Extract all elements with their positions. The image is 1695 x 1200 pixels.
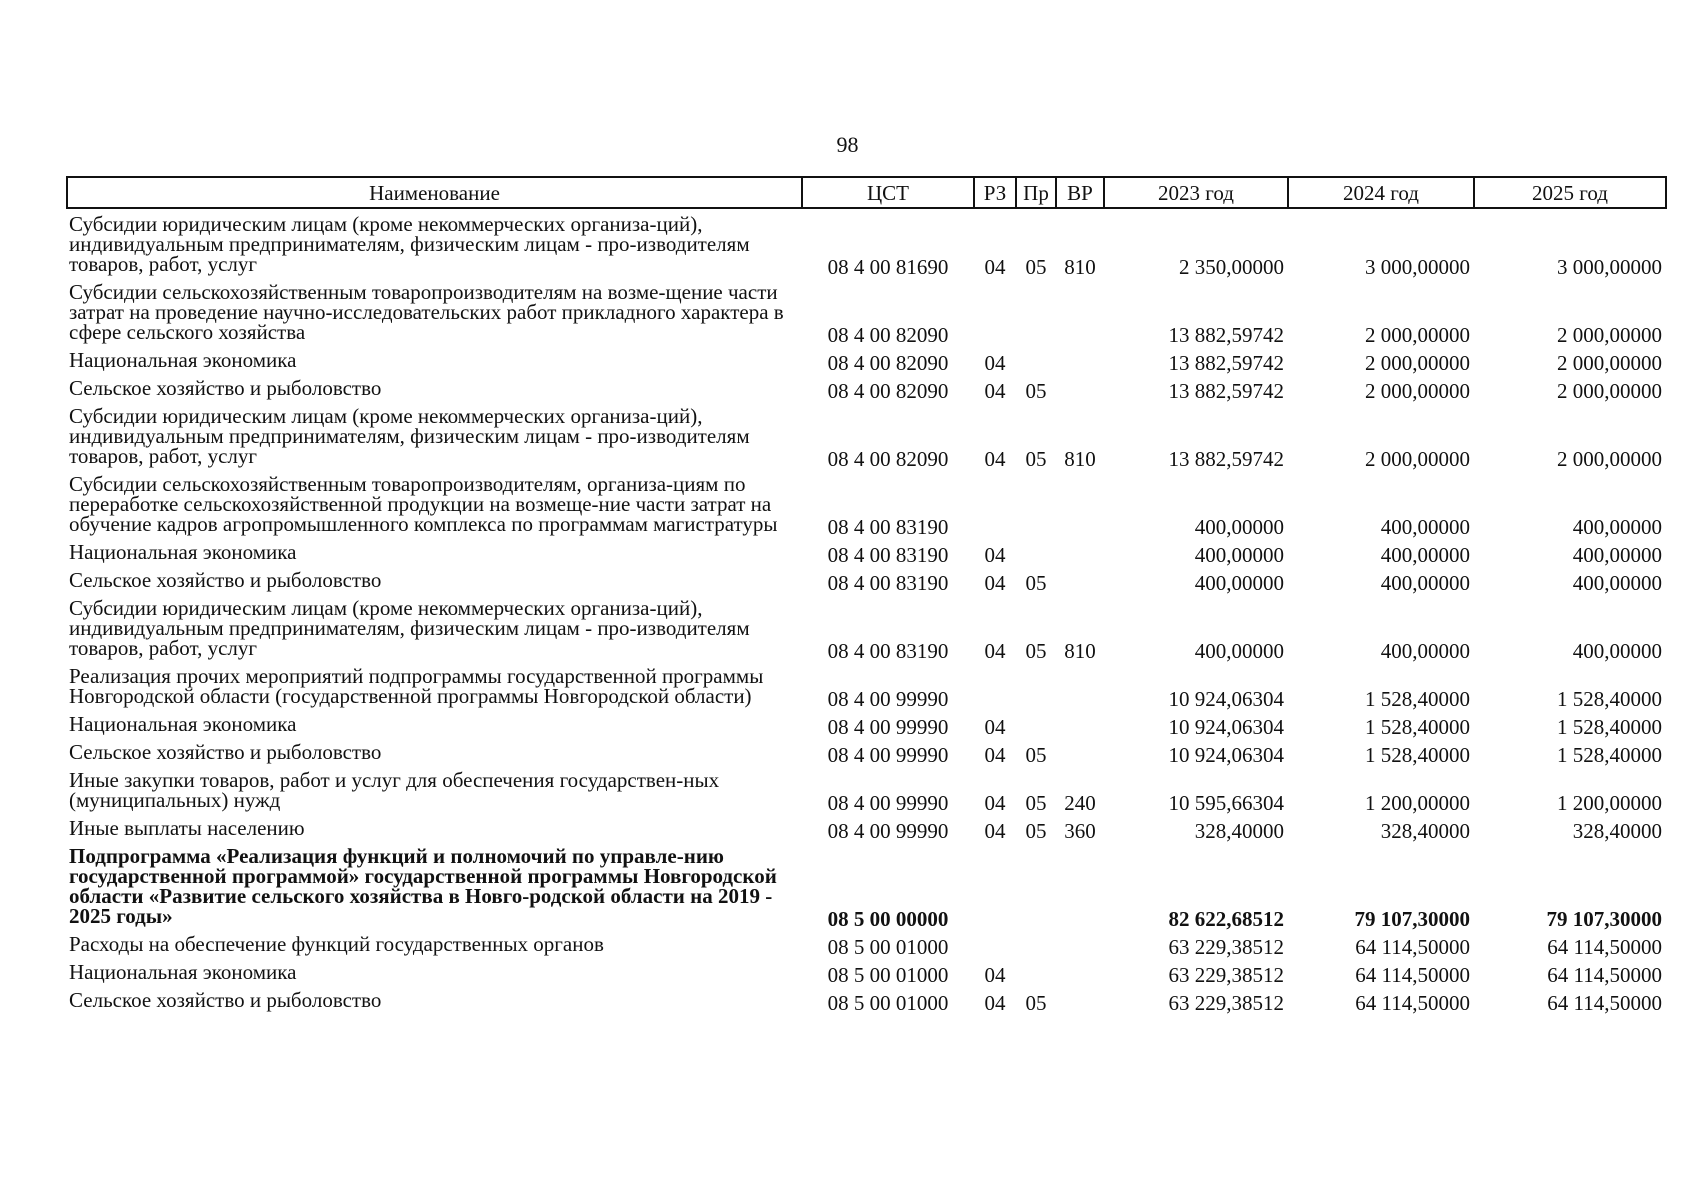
row-name: Национальная экономика (69, 960, 297, 984)
row-value-2024: 2 000,00000 (1365, 351, 1470, 375)
row-value-2023: 10 595,66304 (1168, 791, 1284, 815)
row-name: Сельское хозяйство и рыболовство (69, 568, 382, 592)
row-cst: 08 4 00 83190 (827, 515, 949, 539)
row-vr (1056, 841, 1104, 929)
table-row (67, 813, 1666, 841)
row-value-2023: 63 229,38512 (1168, 963, 1284, 987)
row-cst: 08 4 00 99990 (827, 687, 949, 711)
row-cst: 08 4 00 99990 (827, 743, 949, 767)
row-pr (1016, 957, 1056, 985)
table-row (67, 469, 1666, 537)
row-name: Национальная экономика (69, 348, 297, 372)
row-value-2025: 400,00000 (1572, 543, 1662, 567)
row-pr (1016, 345, 1056, 373)
header-pr: Пр (1016, 177, 1056, 208)
row-value-2023: 10 924,06304 (1168, 743, 1284, 767)
row-value-2024: 328,40000 (1380, 819, 1470, 843)
row-pr: 05 (1025, 255, 1047, 279)
row-value-2024: 2 000,00000 (1365, 379, 1470, 403)
row-pr (1016, 277, 1056, 345)
row-value-2023: 2 350,00000 (1179, 255, 1284, 279)
row-value-2024: 1 528,40000 (1365, 687, 1470, 711)
row-value-2024: 79 107,30000 (1354, 907, 1470, 931)
row-pr: 05 (1025, 743, 1047, 767)
row-vr: 810 (1064, 255, 1096, 279)
row-cst: 08 4 00 82090 (827, 379, 949, 403)
row-value-2023: 10 924,06304 (1168, 687, 1284, 711)
row-pr (1016, 929, 1056, 957)
row-vr: 810 (1064, 447, 1096, 471)
row-cst: 08 5 00 01000 (827, 991, 949, 1015)
row-value-2024: 64 114,50000 (1355, 935, 1470, 959)
row-value-2024: 2 000,00000 (1365, 323, 1470, 347)
table-row (67, 709, 1666, 737)
row-value-2024: 1 528,40000 (1365, 743, 1470, 767)
row-value-2023: 13 882,59742 (1168, 351, 1284, 375)
row-value-2023: 400,00000 (1194, 571, 1284, 595)
row-pr: 05 (1025, 639, 1047, 663)
row-rz: 04 (984, 543, 1006, 567)
row-value-2023: 82 622,68512 (1168, 907, 1284, 931)
table-row (67, 208, 1666, 277)
row-pr (1016, 841, 1056, 929)
row-value-2025: 64 114,50000 (1547, 963, 1662, 987)
row-cst: 08 4 00 83190 (827, 543, 949, 567)
row-name: Иные выплаты населению (69, 816, 305, 840)
row-rz: 04 (984, 639, 1006, 663)
row-value-2025: 1 528,40000 (1557, 687, 1662, 711)
row-value-2025: 2 000,00000 (1557, 379, 1662, 403)
row-value-2025: 400,00000 (1572, 515, 1662, 539)
row-rz: 04 (984, 991, 1006, 1015)
row-value-2025: 79 107,30000 (1546, 907, 1662, 931)
row-vr (1056, 957, 1104, 985)
row-cst: 08 4 00 99990 (827, 819, 949, 843)
row-name: Подпрограмма «Реализация функций и полномочий по управле-нию государственной программой» государственной программы Новгородской области «Развитие сельского хозяйства в Новго-родской области на 2019 - 2025 годы» (69, 844, 777, 928)
row-cst: 08 5 00 01000 (827, 963, 949, 987)
row-vr (1056, 709, 1104, 737)
table-row (67, 661, 1666, 709)
table-row (67, 401, 1666, 469)
table-row (67, 765, 1666, 813)
row-cst: 08 4 00 81690 (827, 255, 949, 279)
row-rz: 04 (984, 715, 1006, 739)
row-rz: 04 (984, 791, 1006, 815)
table-row (67, 841, 1666, 929)
row-pr: 05 (1025, 991, 1047, 1015)
row-cst: 08 5 00 00000 (827, 907, 949, 931)
row-name: Субсидии юридическим лицам (кроме некоммерческих организа-ций), индивидуальным предпринимателям, физическим лицам - про-изводителям товаров, работ, услуг (69, 596, 750, 660)
row-name: Иные закупки товаров, работ и услуг для обеспечения государствен-ных (муниципальных) нужд (69, 768, 720, 812)
row-rz: 04 (984, 963, 1006, 987)
row-rz: 04 (984, 379, 1006, 403)
row-rz: 04 (984, 255, 1006, 279)
row-pr: 05 (1025, 571, 1047, 595)
row-value-2024: 64 114,50000 (1355, 963, 1470, 987)
header-vr: ВР (1056, 177, 1104, 208)
row-vr (1056, 345, 1104, 373)
row-cst: 08 4 00 83190 (827, 639, 949, 663)
row-name: Национальная экономика (69, 712, 297, 736)
table-header-row (67, 177, 1666, 208)
row-value-2025: 400,00000 (1572, 571, 1662, 595)
row-name: Реализация прочих мероприятий подпрограммы государственной программы Новгородской области (государственной программы Новгородской области) (69, 664, 764, 708)
row-rz (974, 929, 1016, 957)
row-cst: 08 4 00 82090 (827, 323, 949, 347)
row-rz: 04 (984, 743, 1006, 767)
row-value-2023: 328,40000 (1194, 819, 1284, 843)
row-value-2023: 10 924,06304 (1168, 715, 1284, 739)
row-cst: 08 4 00 82090 (827, 351, 949, 375)
table-body (67, 208, 1666, 1013)
table-row (67, 277, 1666, 345)
row-value-2025: 400,00000 (1572, 639, 1662, 663)
row-name: Сельское хозяйство и рыболовство (69, 376, 382, 400)
table-row (67, 345, 1666, 373)
row-value-2025: 64 114,50000 (1547, 991, 1662, 1015)
row-name: Субсидии сельскохозяйственным товаропроизводителям, организа-циям по переработке сельскохозяйственной продукции на возмеще-ние части затрат на обучение кадров агропромышленного комплекса по программам магистратуры (69, 472, 778, 536)
row-vr (1056, 277, 1104, 345)
row-value-2023: 400,00000 (1194, 543, 1284, 567)
row-value-2023: 13 882,59742 (1168, 379, 1284, 403)
row-value-2024: 400,00000 (1380, 571, 1470, 595)
row-vr: 810 (1064, 639, 1096, 663)
row-value-2023: 400,00000 (1194, 515, 1284, 539)
row-cst: 08 4 00 82090 (827, 447, 949, 471)
table-row (67, 985, 1666, 1013)
row-pr: 05 (1025, 791, 1047, 815)
row-value-2024: 1 200,00000 (1365, 791, 1470, 815)
table-row (67, 929, 1666, 957)
budget-table (66, 176, 1667, 1013)
row-vr (1056, 537, 1104, 565)
row-value-2023: 400,00000 (1194, 639, 1284, 663)
row-value-2024: 400,00000 (1380, 543, 1470, 567)
header-name: Наименование (67, 177, 802, 208)
row-rz: 04 (984, 351, 1006, 375)
row-value-2025: 2 000,00000 (1557, 447, 1662, 471)
row-rz (974, 469, 1016, 537)
header-cst: ЦСТ (802, 177, 974, 208)
row-name: Субсидии юридическим лицам (кроме некоммерческих организа-ций), индивидуальным предпринимателям, физическим лицам - про-изводителям товаров, работ, услуг (69, 212, 750, 276)
row-value-2023: 63 229,38512 (1168, 935, 1284, 959)
row-value-2025: 64 114,50000 (1547, 935, 1662, 959)
row-value-2023: 13 882,59742 (1168, 323, 1284, 347)
row-value-2025: 328,40000 (1572, 819, 1662, 843)
row-name: Национальная экономика (69, 540, 297, 564)
row-cst: 08 4 00 83190 (827, 571, 949, 595)
row-value-2025: 3 000,00000 (1557, 255, 1662, 279)
row-rz (974, 841, 1016, 929)
row-cst: 08 4 00 99990 (827, 715, 949, 739)
row-value-2024: 400,00000 (1380, 639, 1470, 663)
header-year-2023: 2023 год (1104, 177, 1288, 208)
header-rz: РЗ (974, 177, 1016, 208)
row-cst: 08 4 00 99990 (827, 791, 949, 815)
row-rz (974, 661, 1016, 709)
row-pr: 05 (1025, 379, 1047, 403)
table-row (67, 593, 1666, 661)
row-vr (1056, 373, 1104, 401)
row-value-2025: 1 528,40000 (1557, 715, 1662, 739)
row-rz: 04 (984, 447, 1006, 471)
row-pr (1016, 661, 1056, 709)
row-vr: 240 (1064, 791, 1096, 815)
row-pr: 05 (1025, 447, 1047, 471)
header-year-2024: 2024 год (1288, 177, 1474, 208)
row-pr (1016, 709, 1056, 737)
row-vr (1056, 737, 1104, 765)
row-value-2024: 64 114,50000 (1355, 991, 1470, 1015)
table-row (67, 957, 1666, 985)
table-row (67, 565, 1666, 593)
row-vr: 360 (1064, 819, 1096, 843)
row-value-2025: 1 528,40000 (1557, 743, 1662, 767)
row-rz: 04 (984, 819, 1006, 843)
row-vr (1056, 929, 1104, 957)
row-vr (1056, 985, 1104, 1013)
header-year-2025: 2025 год (1474, 177, 1666, 208)
row-value-2023: 13 882,59742 (1168, 447, 1284, 471)
row-value-2024: 400,00000 (1380, 515, 1470, 539)
row-pr: 05 (1025, 819, 1047, 843)
row-name: Расходы на обеспечение функций государственных органов (69, 932, 604, 956)
row-value-2024: 2 000,00000 (1365, 447, 1470, 471)
table-row (67, 737, 1666, 765)
row-vr (1056, 661, 1104, 709)
row-rz (974, 277, 1016, 345)
row-value-2024: 3 000,00000 (1365, 255, 1470, 279)
table-row (67, 537, 1666, 565)
table-row (67, 373, 1666, 401)
row-vr (1056, 469, 1104, 537)
row-name: Сельское хозяйство и рыболовство (69, 988, 382, 1012)
page-number: 98 (836, 132, 859, 157)
row-vr (1056, 565, 1104, 593)
row-name: Субсидии юридическим лицам (кроме некоммерческих организа-ций), индивидуальным предпринимателям, физическим лицам - про-изводителям товаров, работ, услуг (69, 404, 750, 468)
row-value-2023: 63 229,38512 (1168, 991, 1284, 1015)
row-name: Сельское хозяйство и рыболовство (69, 740, 382, 764)
row-value-2025: 2 000,00000 (1557, 351, 1662, 375)
row-value-2024: 1 528,40000 (1365, 715, 1470, 739)
row-pr (1016, 469, 1056, 537)
row-value-2025: 1 200,00000 (1557, 791, 1662, 815)
row-value-2025: 2 000,00000 (1557, 323, 1662, 347)
row-pr (1016, 537, 1056, 565)
row-name: Субсидии сельскохозяйственным товаропроизводителям на возме-щение части затрат на проведение научно-исследовательских работ прикладного характера в сфере сельского хозяйства (69, 280, 784, 344)
row-cst: 08 5 00 01000 (827, 935, 949, 959)
row-rz: 04 (984, 571, 1006, 595)
